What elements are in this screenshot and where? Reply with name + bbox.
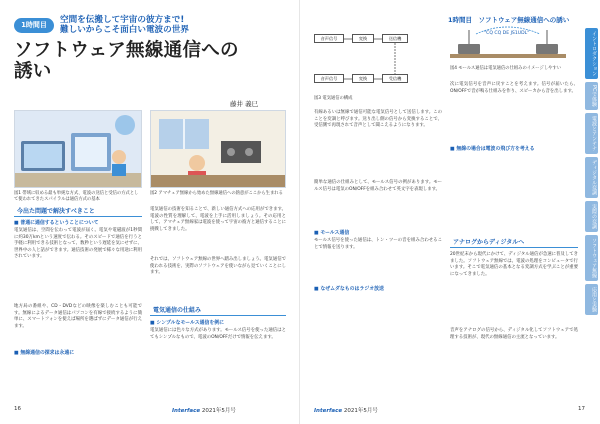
figure-2-room-illustration bbox=[150, 110, 286, 188]
sub-heading-2: ■ シンプルなモールス通信を例に bbox=[150, 320, 225, 326]
body-column-2b: それでは、ソフトウェア無線の世界へ踏み出しましょう。電気通信で使われる技術を、実際のソフトウェアを使いながら見ていくことにします。 bbox=[150, 257, 286, 276]
issue-date: 2021年5月号 bbox=[201, 408, 236, 414]
right-body-column-1c: モールス信号を使った通信は、トン・ツーの音を組み合わせることで情報を送ります。 bbox=[314, 238, 442, 250]
right-sub-heading-b: ■ なぜムダなものはラジオ放送 bbox=[314, 286, 384, 292]
right-body-column-1: 有線あるいは無線で通信可能な電気信号として送信します。このことを変調と呼びます。送り出し側の信号から変換することで、受信側で再現されて音声として聞こえるようになります。 bbox=[314, 110, 442, 129]
magazine-name: Interface bbox=[172, 408, 201, 414]
room-illustration-svg bbox=[151, 111, 286, 188]
right-section-heading: アナログからディジタルへ bbox=[450, 238, 578, 248]
page-number-right: 17 bbox=[578, 406, 585, 412]
right-body-column-2c: 音声をアナログの信号から、ディジタル化してソフトウェアで処理する技術が、現代の無線通信の主流となっています。 bbox=[450, 328, 578, 340]
side-index-tabs bbox=[585, 28, 600, 318]
article-title bbox=[14, 40, 239, 82]
operator-icon bbox=[189, 155, 205, 171]
satellite-illustration-svg bbox=[15, 111, 142, 188]
right-body-column-1b: 簡単な通信の仕組みとして、モールス信号の例があります。モールス信号は電気のON/OFFを組み合わせて英文字を表現します。 bbox=[314, 180, 442, 192]
magazine-name-right: Interface bbox=[314, 408, 343, 414]
figure-3-caption: 図3 電気通信の構成 bbox=[314, 96, 353, 101]
flow-box-source: 音声信号 bbox=[314, 34, 344, 43]
side-tab-5[interactable]: 実際の変調 bbox=[585, 201, 598, 232]
right-sub-heading-c: ■ 無線の場合は電波の飛び方を考える bbox=[450, 146, 535, 152]
side-tab-4[interactable]: ディジタル変調 bbox=[585, 157, 598, 198]
tagline-line-1: 空間を伝搬して宇宙の彼方まで! bbox=[60, 15, 185, 25]
planet-icon bbox=[115, 115, 135, 135]
side-tab-3[interactable]: 電波とアンテナ bbox=[585, 113, 598, 154]
footer-left bbox=[172, 406, 236, 414]
flow-box-convert: 変換 bbox=[352, 34, 374, 43]
sub-heading-1: ■ 普通に通信するということについて bbox=[14, 220, 99, 226]
flow-box-output: 音声信号 bbox=[314, 74, 344, 83]
author: 藤井 義巳 bbox=[230, 100, 259, 108]
tagline bbox=[60, 15, 189, 35]
morse-callsign: "CQ CQ DE JS1UDL" bbox=[484, 31, 530, 36]
figure-1-satellite-illustration bbox=[14, 110, 142, 188]
flow-box-receiver: 受信機 bbox=[382, 74, 408, 83]
side-tab-2[interactable]: PCで体験 bbox=[585, 82, 598, 110]
right-sub-heading-a: ■ モールス通信 bbox=[314, 230, 350, 236]
flow-box-convert-2: 変換 bbox=[352, 74, 374, 83]
body-column-2c: 電気通信には色々な方式があります。モールス信号を使った通信はとてもシンプルなもので、電波のON/OFFだけで情報を伝えます。 bbox=[150, 328, 286, 340]
title-line-1: ソフトウェア無線通信への bbox=[14, 40, 239, 61]
figure-1-caption: 図1 帯域に収める最も単純な方式、電波の送信と受信の方式として使われてきたスパイラルは通信方式の基本 bbox=[14, 191, 139, 202]
right-page bbox=[300, 0, 600, 424]
transceiver-icon-2 bbox=[536, 44, 558, 54]
section-heading-2: 電気通信の仕組み bbox=[150, 306, 286, 316]
flow-box-transmitter: 送信機 bbox=[382, 34, 408, 43]
sub-heading-3: ■ 無線通信の探求は永遠に bbox=[14, 350, 75, 356]
side-tab-7[interactable]: 応用と実験 bbox=[585, 284, 598, 315]
side-tab-1[interactable]: イントロダクション bbox=[585, 28, 598, 79]
side-tab-6[interactable]: ソフトウェア無線 bbox=[585, 235, 598, 281]
right-body-column-2: 次に電気信号を音声に戻すことを考えます。信号が届いたら、ON/OFFで音が鳴る仕組みを作り、スピーカから音を出します。 bbox=[450, 82, 578, 94]
issue-date-right: 2021年5月号 bbox=[343, 408, 378, 414]
figure-4-caption: 図4 モールス通信は電気通信の仕組みのイメージしやすい bbox=[450, 66, 562, 71]
figure-2-caption: 図2 アマチュア無線から始めた無線通信への熱意がここから生まれる bbox=[150, 191, 283, 196]
person-icon bbox=[112, 150, 126, 164]
title-line-2: 誘い bbox=[14, 61, 52, 82]
body-column-1b: 地方局の番組や、CD・DVDなどの映像を楽しむことも可能です。無線によるデータ通信はパソコンを有線で接続するように簡単に、スマートフォンを使えば場所を選ばずにデータ通信が行えます。 bbox=[14, 304, 142, 329]
right-body-column-2b: 20世紀末から現代にかけて、ディジタル通信が急速に普及してきました。ソフトウェア無線では、電波の処理をコンピュータで行います。そこで電気通信の基本となる変調方式を学ぶことが重要になってきました。 bbox=[450, 252, 578, 277]
running-head: 1時間目 ソフトウェア無線通信への誘い bbox=[448, 16, 570, 24]
body-column-2: 電気通信の技術を知ることで、新しい通信方式への応用ができます。電波の性質を理解して、電波を上手に活用しましょう。その応用として、アマチュア無線家は電波を使って宇宙の彼方と通信することに挑戦してきました。 bbox=[150, 207, 286, 232]
footer-right bbox=[314, 406, 378, 414]
chapter-badge: 1時間目 bbox=[14, 18, 54, 33]
section-heading-1: 今出た問題で解決すべきこと bbox=[14, 207, 142, 217]
body-column-1: 電気通信は、空間を伝わって電波が届く。電気や電磁波が1秒間に約30万kmという速度で伝わる。そのスピードで通信を行うと手軽に利用できる技術となって、数秒という遅延を気にせずに、世界中の人と話ができます。通信技術の発展で様々な用途に利用されています。 bbox=[14, 228, 142, 260]
tagline-line-2: 難しいからこそ面白い電波の世界 bbox=[60, 25, 189, 35]
transceiver-icon bbox=[458, 44, 480, 54]
page-number-left: 16 bbox=[14, 406, 21, 412]
